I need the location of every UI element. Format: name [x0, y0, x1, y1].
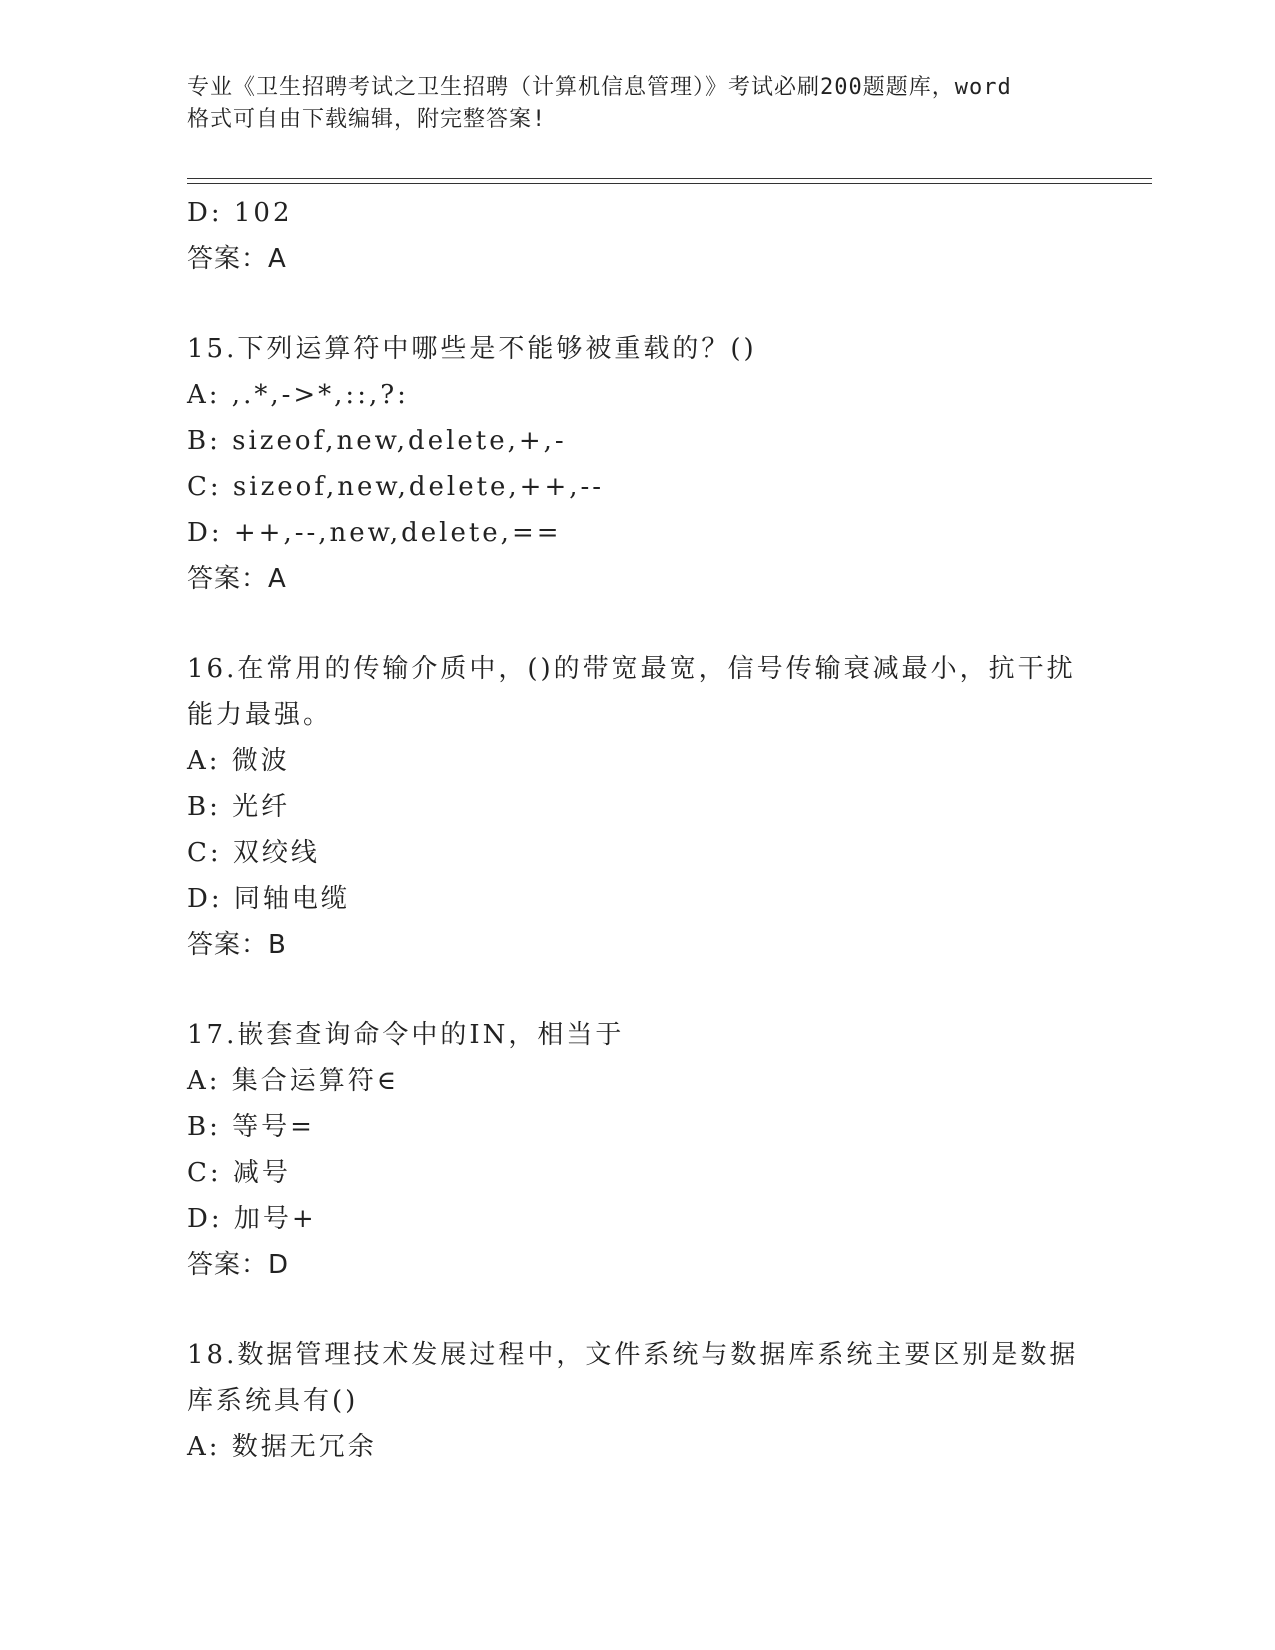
option-c: C: 减号 [187, 1158, 291, 1188]
answer-line: 答案：B [187, 930, 287, 960]
question-text-continued: 库系统具有() [187, 1386, 359, 1416]
option-c: C: 双绞线 [187, 838, 320, 868]
header-divider [187, 178, 1152, 184]
option-b: B: 等号= [187, 1112, 315, 1142]
answer-line: 答案：A [187, 564, 287, 594]
question-18 [187, 1332, 1087, 1470]
option-d: D: 同轴电缆 [187, 884, 350, 914]
question-text: 18.数据管理技术发展过程中，文件系统与数据库系统主要区别是数据 [187, 1340, 1079, 1370]
option-b: B: 光纤 [187, 792, 291, 822]
option-c: C: sizeof,new,delete,++,-- [187, 472, 605, 502]
question-text-continued: 能力最强。 [187, 700, 333, 730]
page-header [187, 72, 1087, 136]
option-d: D: ++,--,new,delete,== [187, 518, 562, 548]
option-d: D: 加号+ [187, 1204, 317, 1234]
document-body [187, 190, 1087, 1470]
previous-question-tail [187, 190, 1087, 282]
option-b: B: sizeof,new,delete,+,- [187, 426, 567, 456]
spacer [187, 968, 1087, 1012]
question-16 [187, 646, 1087, 968]
option-d: D: 102 [187, 198, 293, 228]
option-a: A: 数据无冗余 [187, 1432, 377, 1462]
question-15 [187, 326, 1087, 602]
header-line-1: 专业《卫生招聘考试之卫生招聘（计算机信息管理）》考试必刷200题题库，word [187, 75, 1012, 100]
spacer [187, 1288, 1087, 1332]
answer-line: 答案：D [187, 1250, 290, 1280]
header-line-2: 格式可自由下载编辑，附完整答案! [187, 107, 547, 132]
question-17 [187, 1012, 1087, 1288]
option-a: A: ,.*,->*,::,?: [187, 380, 409, 410]
option-a: A: 微波 [187, 746, 290, 776]
question-text: 17.嵌套查询命令中的IN，相当于 [187, 1020, 625, 1050]
spacer [187, 282, 1087, 326]
spacer [187, 602, 1087, 646]
option-a: A: 集合运算符∈ [187, 1066, 400, 1096]
question-text: 15.下列运算符中哪些是不能够被重载的？() [187, 334, 757, 364]
answer-line: 答案：A [187, 244, 287, 274]
question-text: 16.在常用的传输介质中，()的带宽最宽，信号传输衰减最小，抗干扰 [187, 654, 1076, 684]
